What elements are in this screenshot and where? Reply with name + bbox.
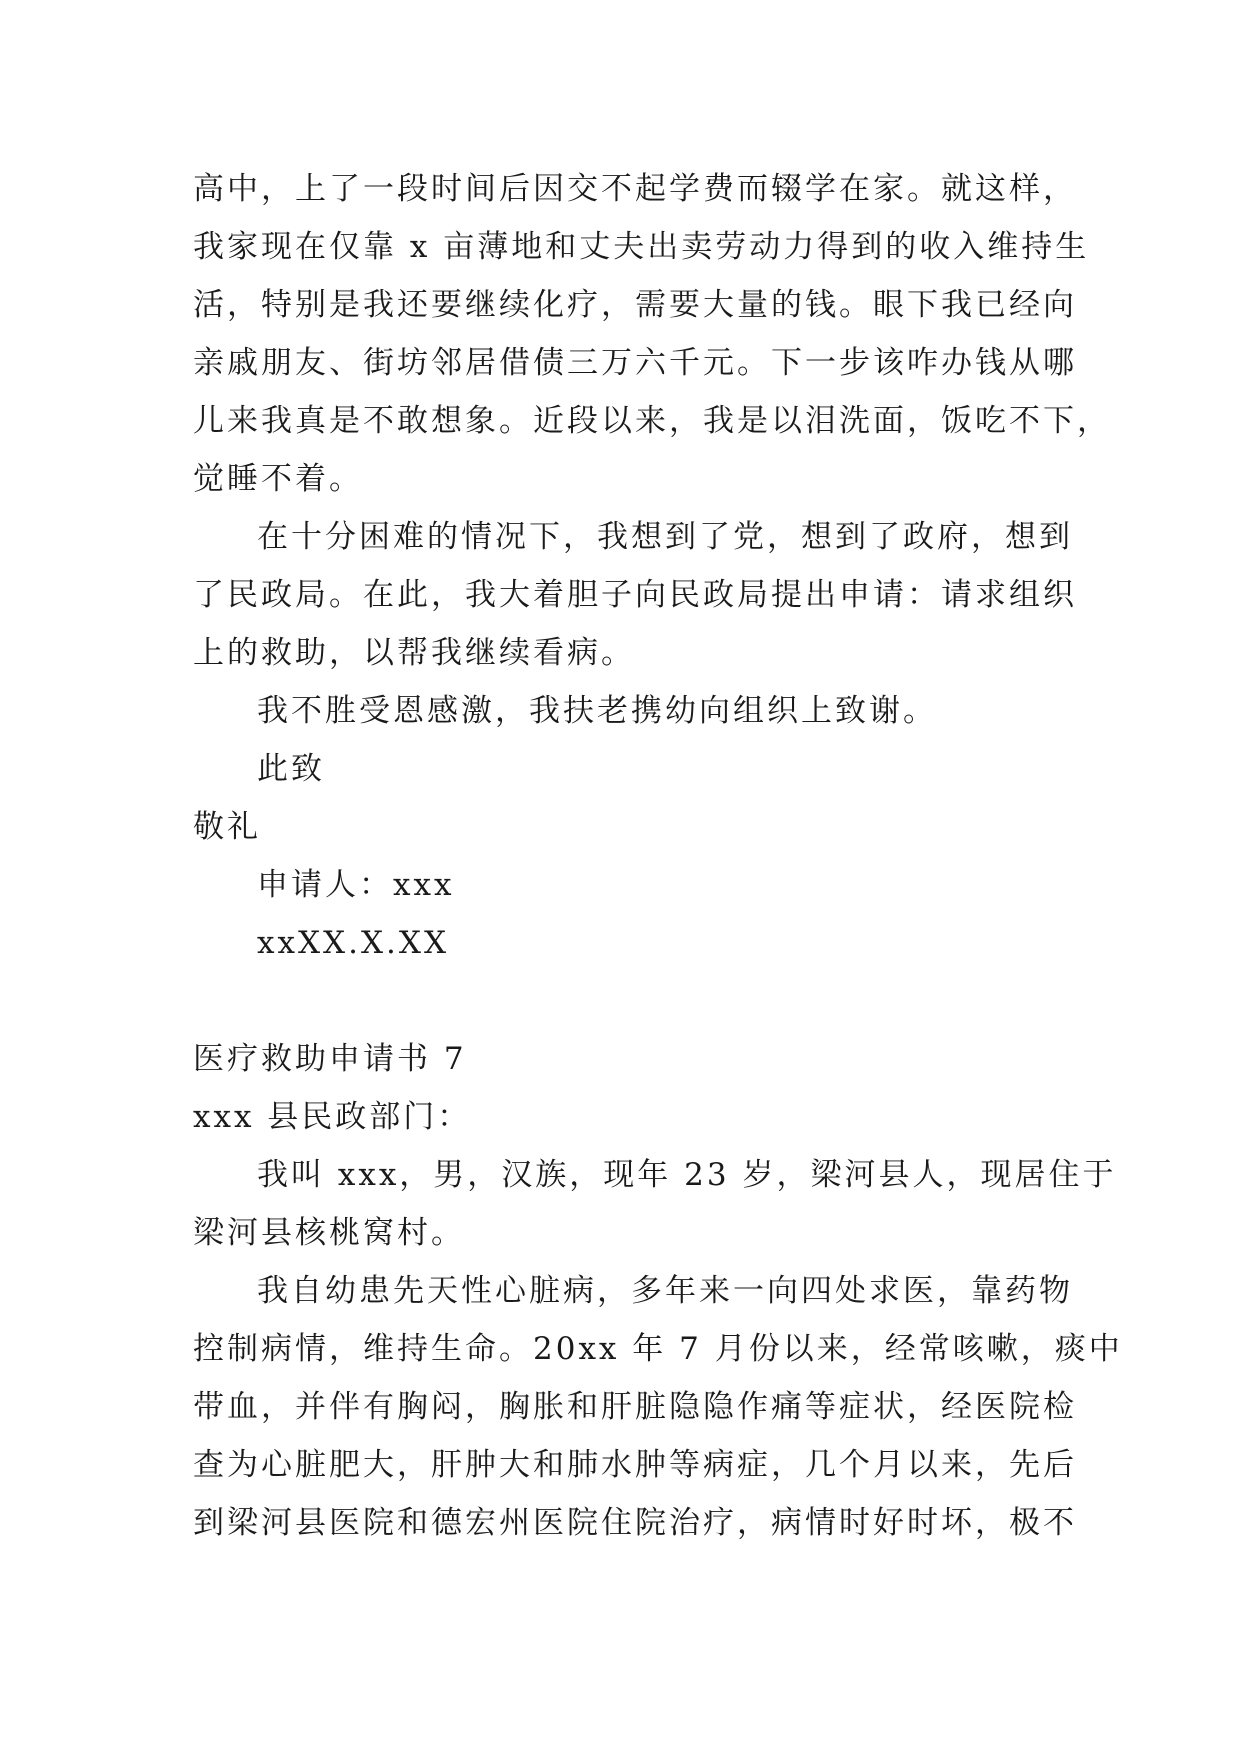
text-line: 亲戚朋友、街坊邻居借债三万六千元。下一步该咋办钱从哪 [193,345,1077,381]
text-line: 在十分困难的情况下，我想到了党，想到了政府，想到 [257,519,1073,555]
paragraph-hardship [193,160,1111,508]
text-line: 我自幼患先天性心脏病，多年来一向四处求医，靠药物 [257,1273,1073,1309]
paragraph-introduction [193,1146,1117,1262]
text-line: 了民政局。在此，我大着胆子向民政局提出申请：请求组织 [193,577,1077,613]
text-line: 带血，并伴有胸闷，胸胀和肝脏隐隐作痛等症状，经医院检 [193,1389,1077,1425]
closing-salutation: 此致 [257,751,325,787]
paragraph-thanks: 我不胜受恩感激，我扶老携幼向组织上致谢。 [257,693,937,729]
application-date: xxXX.X.XX [257,925,450,961]
section-spacer [193,972,1053,1030]
text-line: 我叫 xxx，男，汉族，现年 23 岁，梁河县人，现居住于 [257,1157,1117,1193]
document-page [193,160,1123,1552]
text-line: 我家现在仅靠 x 亩薄地和丈夫出卖劳动力得到的收入维持生 [193,229,1090,265]
applicant-signature: 申请人：xxx [257,867,455,903]
closing-regards: 敬礼 [193,809,261,845]
text-line: 高中，上了一段时间后因交不起学费而辍学在家。就这样， [193,171,1077,207]
document-title: 医疗救助申请书 7 [193,1041,467,1077]
text-line: 活，特别是我还要继续化疗，需要大量的钱。眼下我已经向 [193,287,1077,323]
addressee: xxx 县民政部门： [193,1099,472,1135]
paragraph-medical-history [193,1262,1123,1552]
text-line: 梁河县核桃窝村。 [193,1215,465,1251]
paragraph-request [193,508,1077,682]
text-line: 到梁河县医院和德宏州医院住院治疗，病情时好时坏，极不 [193,1505,1077,1541]
text-line: 控制病情，维持生命。20xx 年 7 月份以来，经常咳嗽，痰中 [193,1331,1123,1367]
text-line: 觉睡不着。 [193,461,363,497]
text-line: 儿来我真是不敢想象。近段以来，我是以泪洗面，饭吃不下， [193,403,1111,439]
text-line: 上的救助，以帮我继续看病。 [193,635,635,671]
text-line: 查为心脏肥大，肝肿大和肺水肿等病症，几个月以来，先后 [193,1447,1077,1483]
